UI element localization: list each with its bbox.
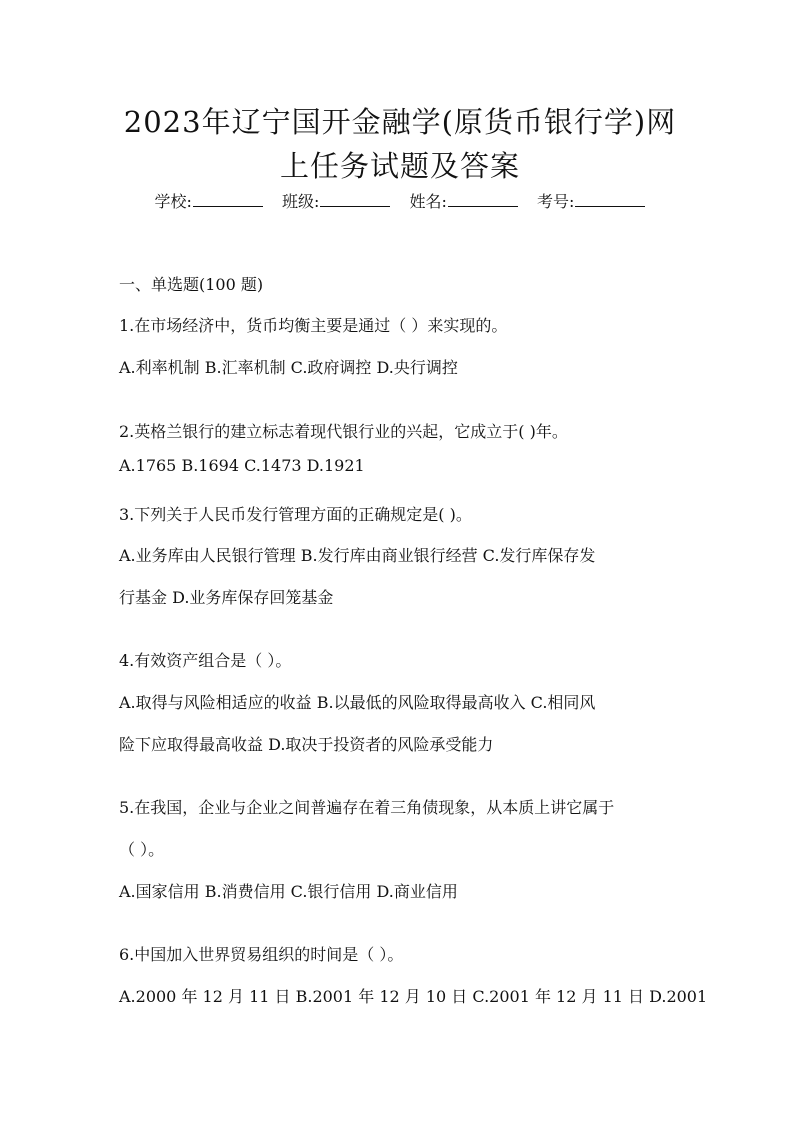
question-3-options-line-2: 行基金 D.业务库保存回笼基金 (119, 588, 334, 607)
question-2-options: A.1765 B.1694 C.1473 D.1921 (119, 456, 365, 475)
question-1-stem: 1.在市场经济中，货币均衡主要是通过（ ）来实现的。 (119, 316, 508, 335)
school-field (155, 192, 263, 211)
name-field (410, 192, 518, 211)
question-6-options: A.2000 年 12 月 11 日 B.2001 年 12 月 10 日 C.2001 年 12 月 11 日 D.2001 (119, 987, 708, 1006)
school-label: 学校: (154, 192, 192, 211)
question-5-stem-line-1: 5.在我国，企业与企业之间普遍存在着三角债现象，从本质上讲它属于 (119, 798, 615, 817)
student-info-row (0, 190, 800, 214)
class-field (282, 192, 390, 211)
name-label: 姓名: (409, 192, 447, 211)
class-label: 班级: (282, 192, 320, 211)
name-blank (448, 190, 518, 207)
exam-number-blank (575, 190, 645, 207)
question-3-options-line-1: A.业务库由人民银行管理 B.发行库由商业银行经营 C.发行库保存发 (119, 546, 596, 565)
exam-number-label: 考号: (537, 192, 575, 211)
question-1-options: A.利率机制 B.汇率机制 C.政府调控 D.央行调控 (119, 358, 458, 377)
question-4-stem: 4.有效资产组合是（ ）。 (119, 651, 292, 670)
document-title-line-1: 2023年辽宁国开金融学(原货币银行学)网 (123, 105, 677, 139)
section-heading: 一、单选题(100 题) (119, 275, 264, 294)
exam-number-field (537, 192, 645, 211)
document-title-line-2: 上任务试题及答案 (279, 149, 520, 183)
question-6-stem: 6.中国加入世界贸易组织的时间是（ ）。 (119, 945, 404, 964)
question-3-stem: 3.下列关于人民币发行管理方面的正确规定是( )。 (119, 505, 472, 524)
school-blank (193, 190, 263, 207)
question-4-options-line-1: A.取得与风险相适应的收益 B.以最低的风险取得最高收入 C.相同风 (119, 693, 596, 712)
question-5-stem-line-2: （ ）。 (119, 840, 165, 859)
question-2-stem: 2.英格兰银行的建立标志着现代银行业的兴起，它成立于( )年。 (119, 422, 568, 441)
class-blank (320, 190, 390, 207)
question-4-options-line-2: 险下应取得最高收益 D.取决于投资者的风险承受能力 (119, 735, 494, 754)
question-5-options: A.国家信用 B.消费信用 C.银行信用 D.商业信用 (119, 882, 458, 901)
